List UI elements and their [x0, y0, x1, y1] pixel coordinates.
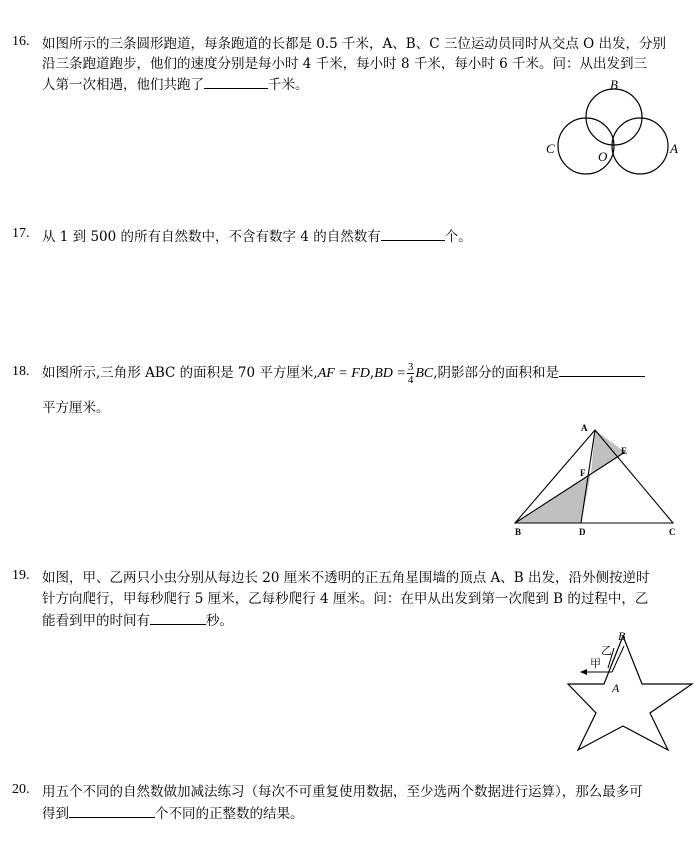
question-text-line: 沿三条跑道跑步，他们的速度分别是每小时 4 千米，每小时 8 千米，每小时 6 千米。问：从出发到三 — [42, 56, 648, 72]
answer-blank[interactable] — [381, 226, 445, 241]
fraction-denominator: 4 — [407, 374, 414, 386]
answer-blank[interactable] — [204, 74, 268, 89]
question-text: 个不同的正整数的结果。 — [155, 806, 304, 822]
question-text-line — [42, 610, 233, 631]
question-text-line: 如图，甲、乙两只小虫分别从每边长 20 厘米不透明的正五角星围墙的顶点 A、B 出发，沿外侧按逆时 — [42, 570, 650, 586]
question-text: 个。 — [444, 229, 472, 245]
label-jia: 甲 — [590, 658, 601, 670]
label-b: B — [618, 629, 626, 643]
equation-af-fd: AF = FD — [317, 366, 370, 381]
question-text: 得到 — [42, 806, 69, 822]
answer-blank[interactable] — [150, 610, 206, 625]
question-number: 20. — [12, 782, 30, 797]
label-a: A — [670, 141, 678, 156]
question-number: 19. — [12, 568, 30, 583]
label-b: B — [610, 77, 618, 92]
fraction — [407, 361, 415, 386]
label-d: D — [579, 527, 586, 537]
answer-blank[interactable] — [559, 362, 645, 377]
label-yi: 乙 — [601, 645, 612, 657]
label-f: F — [580, 468, 586, 478]
question-text-line: 如图所示的三条圆形跑道，每条跑道的长都是 0.5 千米，A、B、C 三位运动员同时从交点 O 出发，分别 — [42, 36, 666, 52]
separator: , — [369, 365, 375, 381]
answer-blank[interactable] — [69, 803, 155, 818]
question-text: 从 1 到 500 的所有自然数中，不含有数字 4 的自然数有 — [42, 229, 381, 245]
question-number: 16. — [12, 34, 30, 49]
label-o: O — [598, 149, 608, 164]
shaded-region-top — [591, 430, 628, 473]
equation-bc: BC — [415, 366, 434, 381]
label-c: C — [669, 527, 676, 537]
question-text: 能看到甲的时间有 — [42, 613, 150, 629]
question-text-line: 平方厘米。 — [42, 400, 110, 416]
question-text: 千米。 — [268, 77, 309, 93]
label-a: A — [581, 423, 588, 433]
question-text-line: 针方向爬行，甲每秒爬行 5 厘米，乙每秒爬行 4 厘米。问：在甲从出发到第一次爬到 B 的过程中，乙 — [42, 591, 649, 607]
fraction-numerator: 3 — [407, 361, 414, 373]
three-circles-figure — [540, 75, 690, 175]
question-text-line — [42, 358, 645, 389]
question-text: ,阴影部分的面积和是 — [433, 365, 559, 381]
question-text: 秒。 — [206, 613, 233, 629]
label-c: C — [546, 141, 555, 156]
star-figure — [560, 628, 695, 756]
question-text: 人第一次相遇，他们共跑了 — [42, 77, 204, 93]
label-a: A — [612, 681, 620, 695]
question-text: 如图所示,三角形 ABC 的面积是 70 平方厘米, — [42, 365, 318, 381]
question-number: 17. — [12, 226, 30, 241]
circle-c — [558, 118, 614, 174]
question-text-line — [42, 226, 472, 247]
question-text-line — [42, 74, 309, 95]
question-text-line — [42, 803, 304, 824]
triangle-figure — [505, 420, 695, 540]
equation-bd: BD = — [374, 366, 406, 381]
question-number: 18. — [12, 364, 30, 379]
label-b: B — [515, 527, 522, 537]
question-text-line: 用五个不同的自然数做加减法练习（每次不可重复使用数据，至少选两个数据进行运算），那么最多可 — [42, 784, 643, 800]
pentagram-wall — [568, 636, 692, 750]
arrow-head — [580, 669, 587, 675]
label-e: E — [621, 446, 628, 456]
